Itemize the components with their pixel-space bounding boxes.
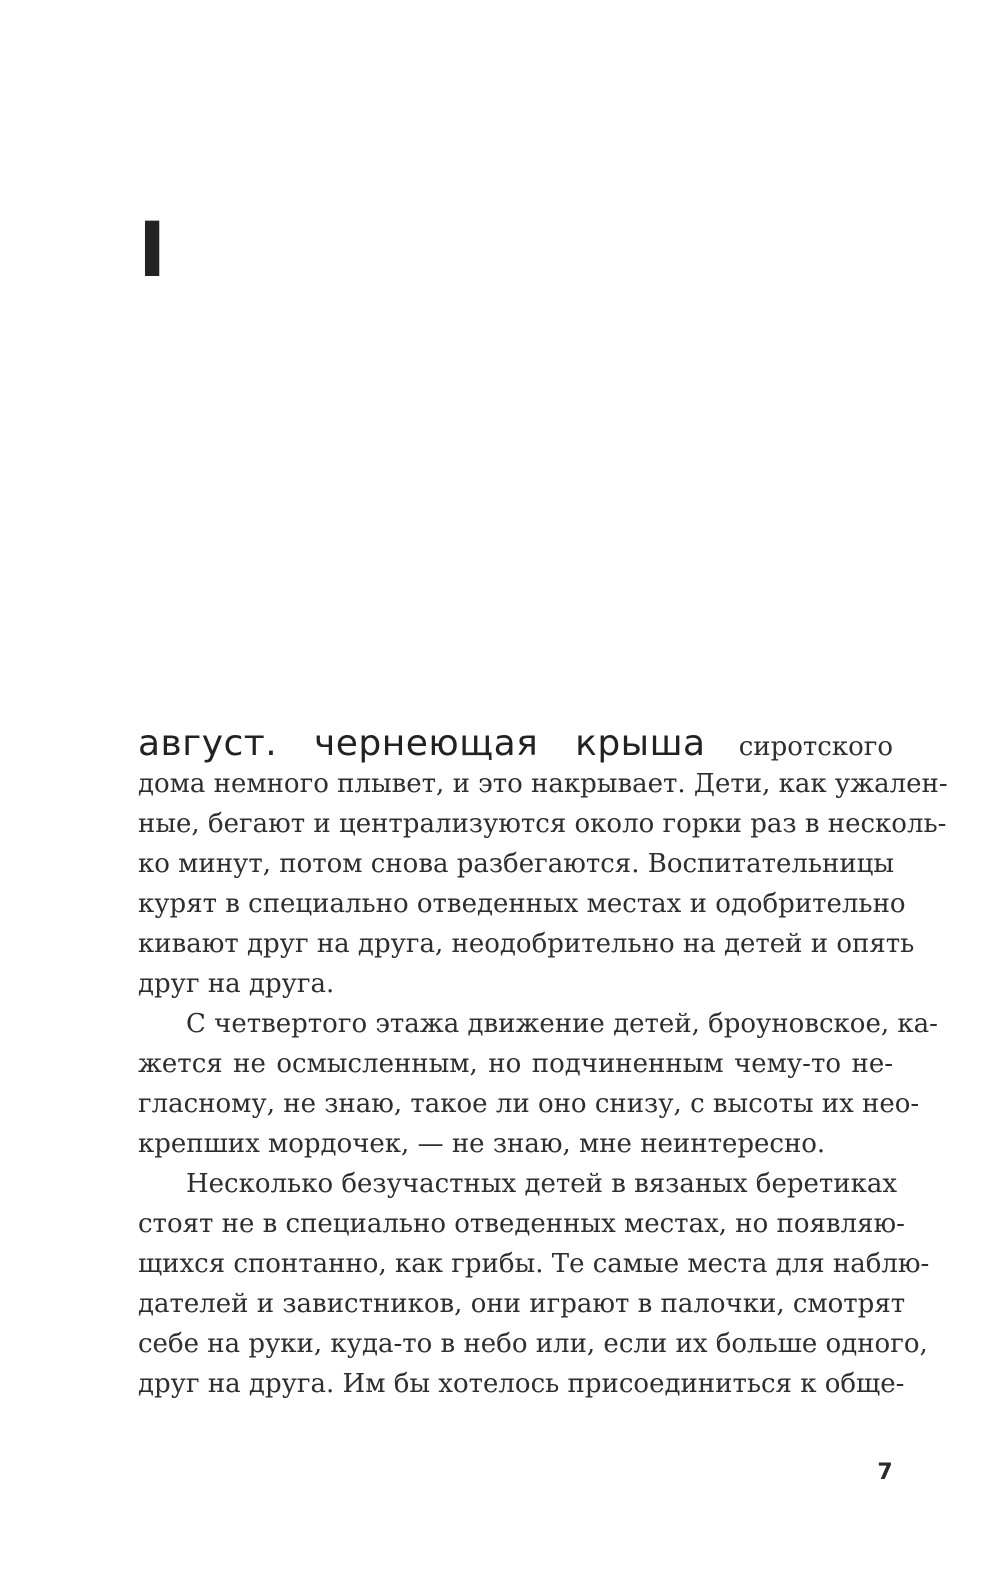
text-line: кивают друг на друга, неодобрительно на детей и опять: [138, 929, 915, 959]
page-number: 7: [877, 1460, 893, 1485]
text-line: ные, бегают и централизуются около горки раз в несколь-: [138, 809, 947, 839]
text-line: гласному, не знаю, такое ли оно снизу, с высоты их нео-: [138, 1089, 920, 1119]
text-line: [138, 724, 893, 764]
text-line: крепших мордочек, — не знаю, мне неинтересно.: [138, 1129, 826, 1159]
text-line: Несколько безучастных детей в вязаных беретиках: [186, 1169, 898, 1199]
text-line: дома немного плывет, и это накрывает. Дети, как ужален-: [138, 769, 948, 799]
text-line: жется не осмысленным, но подчиненным чему-то не-: [138, 1049, 893, 1079]
lead-in-heading: август. чернеющая крыша: [138, 723, 706, 764]
text-line: друг на друга.: [138, 969, 335, 999]
text-line: дателей и завистников, они играют в палочки, смотрят: [138, 1289, 906, 1319]
text-line: себе на руки, куда-то в небо или, если их больше одного,: [138, 1329, 928, 1359]
text-line: щихся спонтанно, как грибы. Те самые места для наблю-: [138, 1249, 930, 1279]
text-line-fragment: сиротского: [738, 732, 894, 762]
text-line: курят в специально отведенных местах и одобрительно: [138, 889, 906, 919]
chapter-body: [138, 723, 948, 1404]
text-line: стоят не в специально отведенных местах, но появляю-: [138, 1209, 905, 1239]
chapter-numeral: I: [138, 205, 167, 294]
text-line: друг на друга. Им бы хотелось присоединиться к обще-: [138, 1369, 905, 1399]
text-line: ко минут, потом снова разбегаются. Воспитательницы: [138, 849, 895, 879]
text-line: С четвертого этажа движение детей, броуновское, ка-: [186, 1009, 938, 1039]
